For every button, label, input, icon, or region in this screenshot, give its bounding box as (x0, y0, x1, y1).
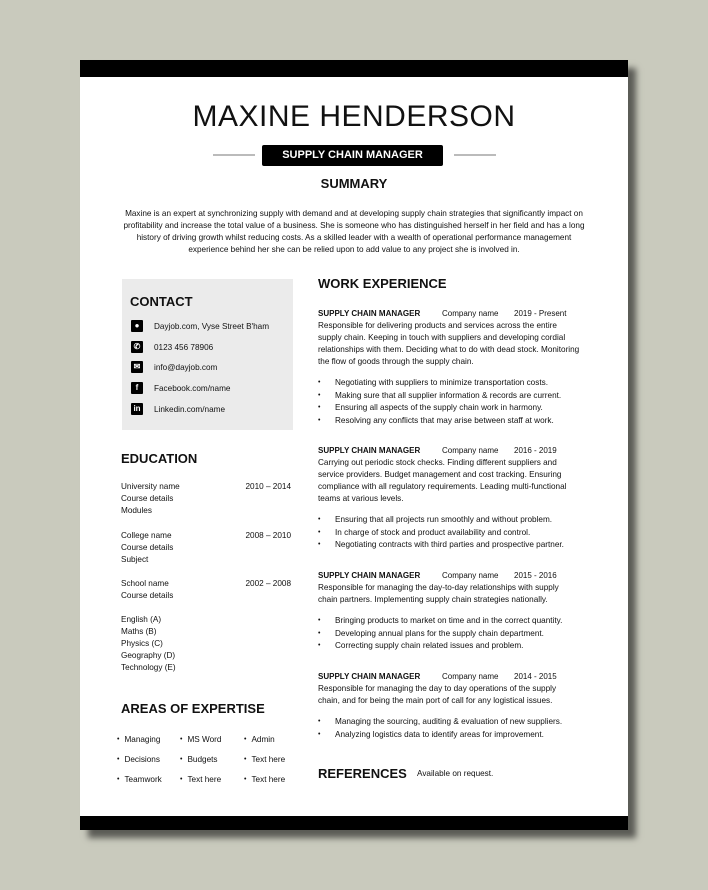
education-heading: EDUCATION (121, 451, 198, 466)
top-band (80, 60, 628, 77)
company-name: Company name (442, 309, 499, 318)
bullet-icon: • (318, 391, 321, 399)
course-subject: Subject (121, 555, 149, 564)
education-years: 2010 – 2014 (245, 482, 291, 491)
subject-grade: Technology (E) (121, 663, 176, 672)
bullet-icon: • (244, 775, 247, 783)
contact-linkedin[interactable]: Linkedin.com/name (154, 404, 225, 414)
linkedin-icon: in (131, 403, 143, 415)
company-name: Company name (442, 672, 499, 681)
bullet-icon: • (318, 629, 321, 637)
bullet-icon: • (318, 404, 321, 411)
job-title: SUPPLY CHAIN MANAGER (318, 672, 421, 681)
contact-phone: 0123 456 78906 (154, 342, 214, 352)
job-entry (318, 308, 580, 427)
subject-grade: Maths (B) (121, 627, 157, 636)
course-details: Course details (121, 494, 174, 503)
summary-text: Maxine is an expert at synchronizing supply with demand and at developing supply chain strategies that significantly impact on profitability and increase the total value of a business. She is someone who has distinguished herself in her field and has a long history of driving growth whilst reducing costs. As a skilled leader with a wealth of operational performance management experience behind her she can be relied upon to add value to any project she is involved in. (123, 209, 585, 254)
job-entry (318, 570, 580, 653)
expertise-item: Text here (187, 774, 222, 784)
contact-row-phone (131, 340, 213, 354)
job-description: Responsible for managing the day to day operations of the supply chain, and for being the main port of call for any logistical issues. (318, 684, 557, 705)
job-description: Responsible for delivering products and services across the entire supply chain. Keeping in touch with suppliers and developing cordial relationships with them. Deciding what to do with dead stock. Monitoring the flow of goods through the supply chain. (318, 321, 580, 366)
list-item: • Ensuring all aspects of the supply chain work in harmony. (318, 402, 580, 415)
job-dates: 2019 - Present (514, 309, 567, 318)
location-pin-icon: ● (131, 320, 143, 332)
list-item: • Developing annual plans for the supply chain department. (318, 628, 580, 641)
subject-grade: English (A) (121, 615, 162, 624)
contact-row-address (131, 319, 269, 333)
job-bullets (318, 716, 580, 741)
bullet-icon: • (244, 735, 247, 743)
expertise-item: Teamwork (124, 774, 162, 784)
expertise-grid (117, 729, 297, 789)
contact-panel (122, 279, 293, 430)
list-item: • Negotiating contracts with third parties and prospective partner. (318, 539, 580, 552)
bullet-icon: • (180, 775, 183, 783)
bullet-icon: • (318, 541, 321, 548)
course-modules: Modules (121, 506, 152, 515)
job-entry (318, 671, 580, 741)
resume-page (80, 60, 628, 830)
work-experience-heading: WORK EXPERIENCE (318, 276, 447, 291)
job-dates: 2015 - 2016 (514, 571, 557, 580)
bullet-icon: • (117, 775, 120, 783)
bullet-icon: • (318, 642, 321, 649)
bullet-icon: • (117, 755, 120, 763)
expertise-item: Text here (251, 754, 286, 764)
job-bullets (318, 377, 580, 427)
job-bullets (318, 514, 580, 552)
list-item: • Negotiating with suppliers to minimize transportation costs. (318, 377, 580, 390)
list-item: • Making sure that all supplier information & records are current. (318, 390, 580, 403)
job-dates: 2016 - 2019 (514, 446, 557, 455)
contact-facebook[interactable]: Facebook.com/name (154, 383, 231, 393)
contact-email[interactable]: info@dayjob.com (154, 362, 218, 372)
job-description: Responsible for managing the day-to-day relationships with supply chain partners. Implementing supply chain strategies nationally. (318, 583, 559, 604)
expertise-item: MS Word (187, 734, 222, 744)
expertise-item: Admin (251, 734, 275, 744)
list-item: • In charge of stock and product availability and control. (318, 527, 580, 540)
education-entry (121, 578, 293, 602)
references-heading: REFERENCES (318, 766, 407, 781)
bullet-icon: • (117, 735, 120, 743)
bullet-icon: • (318, 379, 321, 386)
course-details: Course details (121, 591, 174, 600)
candidate-name: MAXINE HENDERSON (192, 100, 516, 133)
job-description: Carrying out periodic stock checks. Finding different suppliers and service providers. Budget management and cost tracking. Ensuring compliance with all regulatory requirements. Leading multi-functional teams at various levels. (318, 458, 567, 503)
bullet-icon: • (180, 755, 183, 763)
subject-grades (121, 614, 293, 674)
list-item: • Ensuring that all projects run smoothly and without problem. (318, 514, 580, 527)
title-rule-left (213, 154, 255, 156)
list-item: • Managing the sourcing, auditing & evaluation of new suppliers. (318, 716, 580, 729)
list-item: • Bringing products to market on time and in the correct quantity. (318, 615, 580, 628)
bottom-band (80, 816, 628, 830)
contact-row-facebook (131, 381, 230, 395)
institution-name: College name (121, 531, 172, 540)
course-details: Course details (121, 543, 174, 552)
bullet-icon: • (318, 528, 321, 536)
company-name: Company name (442, 571, 499, 580)
expertise-item: Decisions (124, 754, 160, 764)
contact-heading: CONTACT (130, 294, 193, 309)
expertise-item: Text here (251, 774, 286, 784)
education-entry (121, 530, 293, 566)
bullet-icon: • (180, 735, 183, 743)
bullet-icon: • (318, 416, 321, 424)
job-title: SUPPLY CHAIN MANAGER (318, 309, 421, 318)
institution-name: School name (121, 579, 169, 588)
facebook-icon: f (131, 382, 143, 394)
bullet-icon: • (318, 516, 321, 523)
job-entry (318, 445, 580, 552)
job-bullets (318, 615, 580, 653)
contact-row-email (131, 360, 217, 374)
list-item: • Resolving any conflicts that may arise between staff at work. (318, 415, 580, 428)
list-item: • Analyzing logistics data to identify areas for improvement. (318, 729, 580, 742)
phone-icon: ✆ (131, 341, 143, 353)
title-rule-right (454, 154, 496, 156)
job-title-badge: SUPPLY CHAIN MANAGER (262, 145, 443, 166)
expertise-item: Managing (124, 734, 161, 744)
subject-grade: Physics (C) (121, 639, 163, 648)
expertise-heading: AREAS OF EXPERTISE (121, 701, 265, 716)
email-icon: ✉ (131, 361, 143, 373)
education-years: 2002 – 2008 (245, 579, 291, 588)
bullet-icon: • (244, 755, 247, 763)
contact-row-linkedin (131, 402, 225, 416)
expertise-item: Budgets (187, 754, 218, 764)
job-title: SUPPLY CHAIN MANAGER (318, 571, 421, 580)
education-years: 2008 – 2010 (245, 531, 291, 540)
contact-address: Dayjob.com, Vyse Street B'ham (154, 321, 270, 331)
job-title: SUPPLY CHAIN MANAGER (318, 446, 421, 455)
job-dates: 2014 - 2015 (514, 672, 557, 681)
references-text: Available on request. (417, 769, 494, 778)
bullet-icon: • (318, 730, 321, 738)
bullet-icon: • (318, 617, 321, 624)
education-entry (121, 481, 293, 517)
company-name: Company name (442, 446, 499, 455)
subject-grade: Geography (D) (121, 651, 176, 660)
summary-heading: SUMMARY (320, 176, 388, 191)
institution-name: University name (121, 482, 180, 491)
list-item: • Correcting supply chain related issues and problem. (318, 640, 580, 653)
bullet-icon: • (318, 718, 321, 725)
